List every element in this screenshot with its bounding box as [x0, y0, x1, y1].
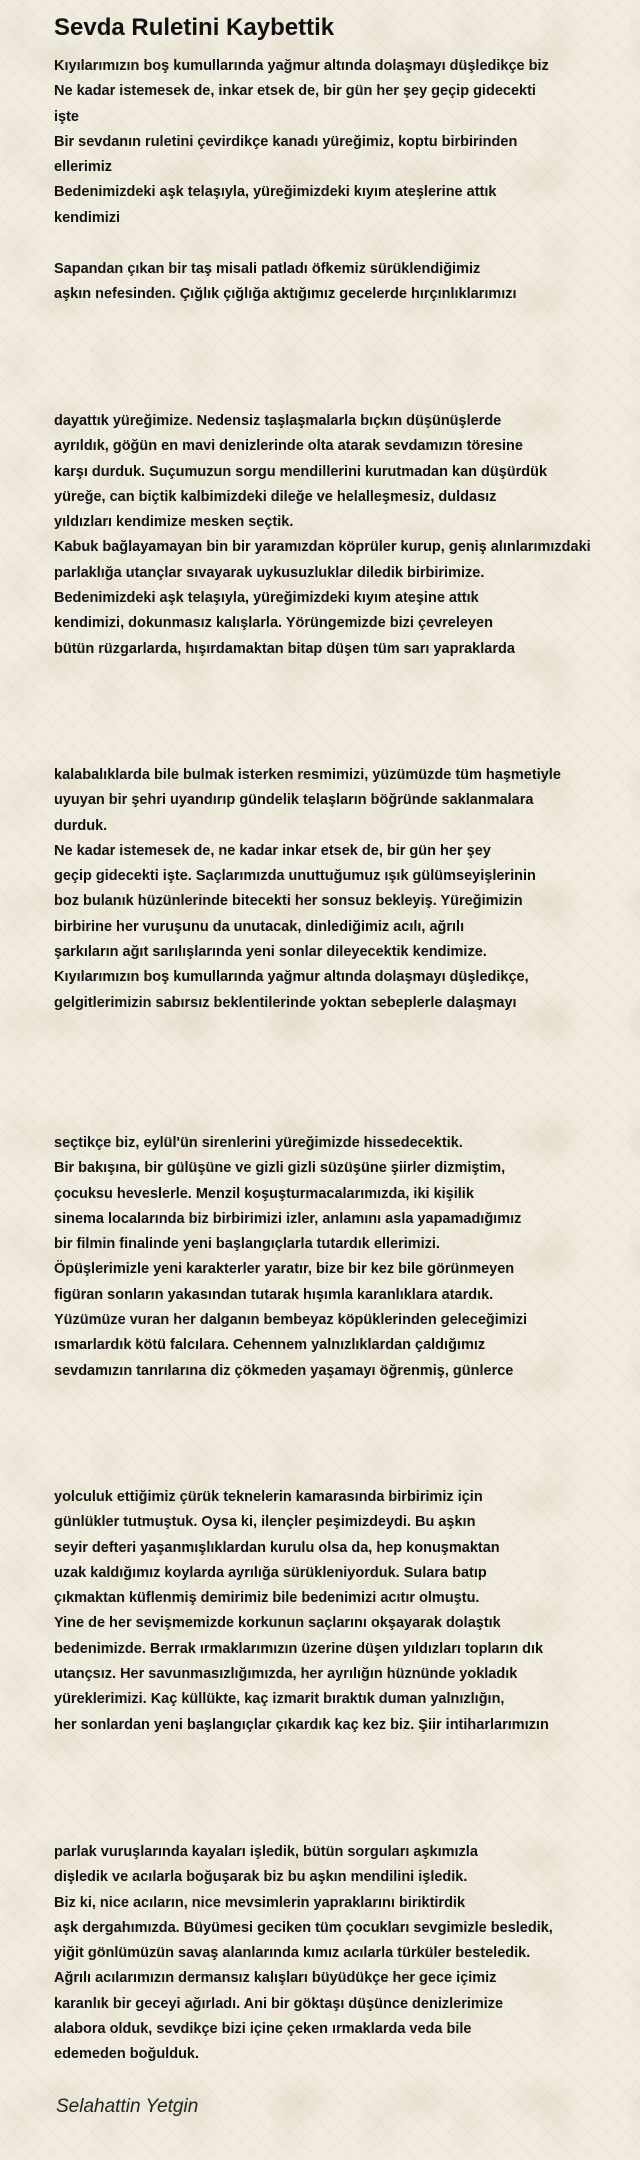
poem-line: karşı durduk. Suçumuzun sorgu mendillerini kurutmadan kan düşürdük: [54, 463, 548, 480]
poem-line: boz bulanık hüzünlerinde bitecekti her sonsuz bekleyiş. Yüreğimizin: [54, 893, 523, 910]
poem-line: edemeden boğulduk.: [54, 2046, 200, 2063]
poem-line: kendimizi, dokunmasız kalışlarla. Yörüngemizde bizi çevreleyen: [54, 615, 493, 632]
poem-line: aşkın nefesinden. Çığlık çığlığa aktığımız gecelerde hırçınlıklarımızı: [54, 286, 517, 303]
poem-line: alabora olduk, sevdikçe bizi içine çeken ırmaklarda veda bile: [54, 2021, 472, 2038]
poem-paragraph: [54, 1840, 553, 2068]
poem-line: Yine de her sevişmemizde korkunun saçlarını okşayarak dolaştık: [54, 1615, 501, 1632]
poem-line: seyir defteri yaşanmışlıklardan kurulu olsa da, hep konuşmaktan: [54, 1539, 500, 1556]
poem-line: Ne kadar istemesek de, ne kadar inkar etsek de, bir gün her şey: [54, 842, 491, 859]
poem-line: Ne kadar istemesek de, inkar etsek de, bir gün her şey geçip gidecekti: [54, 83, 536, 100]
poem-line: bütün rüzgarlarda, hışırdamaktan bitap düşen tüm sarı yapraklarda: [54, 640, 515, 657]
poem-line: kalabalıklarda bile bulmak isterken resmimizi, yüzümüzde tüm haşmetiyle: [54, 767, 561, 783]
poem-line: Bir bakışına, bir gülüşüne ve gizli gizli süzüşüne şiirler dizmiştim,: [54, 1160, 506, 1177]
poem-line: Biz ki, nice acıların, nice mevsimlerin yapraklarını biriktirdik: [54, 1894, 466, 1911]
poem-line: seçtikçe biz, eylül'ün sirenlerini yüreğimizde hissedecektik.: [54, 1135, 463, 1151]
poem-line: aşk dergahımızda. Büyümesi geciken tüm çocukları sevgimizle besledik,: [54, 1919, 553, 1936]
poem-line: Bedenimizdeki aşk telaşıyla, yüreğimizdeki kıyım ateşlerine attık: [54, 184, 497, 201]
poem-line: çocuksu heveslerle. Menzil koşuşturmacalarımızda, iki kişilik: [54, 1185, 474, 1202]
poem-line: bir filmin finalinde yeni başlangıçlarla tutardık ellerimizi.: [54, 1236, 440, 1253]
poem-line: birbirine her vuruşunu da unutacak, dinlediğimiz acılı, ağrılı: [54, 918, 465, 935]
poem-line: dayattık yüreğimize. Nedensiz taşlaşmalarla bıçkın düşünüşlerde: [54, 413, 502, 429]
poem-line: utançsız. Her savunmasızlığımızda, her ayrılığın hüznünde yokladık: [54, 1666, 518, 1683]
poem-line: yüreklerimizi. Kaç küllükte, kaç izmarit bıraktık duman yalnızlığın,: [54, 1691, 505, 1708]
poem-line: uzak kaldığımız koylarda ayrılığa sürükleniyorduk. Sulara batıp: [54, 1564, 487, 1581]
poem-line: sevdamızın tanrılarına diz çökmeden yaşamayı öğrenmiş, günlerce: [54, 1362, 514, 1379]
poem-line: Ağrılı acılarımızın dermansız kalışları büyüdükçe her gece içimiz: [54, 1970, 497, 1987]
poem-title: Sevda Ruletini Kaybettik: [54, 14, 335, 41]
poem-line: her sonlardan yeni başlangıçlar çıkardık kaç kez biz. Şiir intiharlarımızın: [54, 1716, 549, 1733]
poem-line: Kıyılarımızın boş kumullarında yağmur altında dolaşmayı düşledikçe biz: [54, 58, 549, 74]
poem-line: parlak vuruşlarında kayaları işledik, bütün sorguları aşkımızla: [54, 1844, 478, 1860]
poem-line: yıldızları kendimize mesken seçtik.: [54, 514, 294, 531]
poem-line: işte: [54, 108, 79, 125]
poem-line: Bir sevdanın ruletini çevirdikçe kanadı yüreğimiz, koptu birbirinden: [54, 133, 518, 150]
poem-line: kendimizi: [54, 209, 121, 226]
poem-paragraph: [54, 257, 517, 308]
poem-paragraph: [54, 763, 561, 1016]
poem-line: çıkmaktan küflenmiş demirimiz bile bedenimizi acıtır olmuştu.: [54, 1590, 480, 1607]
poem-line: Öpüşlerimizle yeni karakterler yaratır, bize bir kez bile görünmeyen: [54, 1261, 515, 1278]
poem-paragraph: [54, 54, 549, 231]
poem-paragraph: [54, 1131, 527, 1384]
poem-line: bedenimizde. Berrak ırmaklarımızın üzerine düşen yıldızları topların dık: [54, 1640, 544, 1657]
poem-line: dişledik ve acılarla boğuşarak biz bu aşkın mendilini işledik.: [54, 1869, 468, 1886]
poem-line: ellerimiz: [54, 159, 113, 176]
poem-line: gelgitlerimizin sabırsız beklentilerinde yoktan sebeplerle dalaşmayı: [54, 994, 517, 1011]
poem-line: uyuyan bir şehri uyandırıp gündelik telaşların böğründe saklanmalara: [54, 792, 534, 809]
poem-line: Kabuk bağlayamayan bin bir yaramızdan köprüler kurup, geniş alınlarımızdaki: [54, 539, 591, 556]
poem-line: Kıyılarımızın boş kumullarında yağmur altında dolaşmayı düşledikçe,: [54, 969, 529, 986]
poem-line: karanlık bir geceyi ağırladı. Ani bir göktaşı düşünce denizlerimize: [54, 1995, 504, 2012]
author-signature: Selahattin Yetgin: [56, 2096, 199, 2117]
poem-paragraph: [54, 409, 591, 662]
poem-line: ısmarlardık kötü falcılara. Cehennem yalnızlıklardan çaldığımız: [54, 1337, 486, 1354]
poem-line: yolculuk ettiğimiz çürük teknelerin kamarasında birbirimiz için: [54, 1489, 483, 1505]
poem-line: yiğit gönlümüzün savaş alanlarında kımız acılarla türküler besteledik.: [54, 1945, 531, 1962]
poem-line: figüran sonların yakasından tutarak hışımla karanlıklara atardık.: [54, 1286, 494, 1303]
poem-line: sinema localarında biz birbirimizi izler, anlamını asla yapamadığımız: [54, 1210, 522, 1227]
poem-line: günlükler tutmuştuk. Oysa ki, ilençler peşimizdeydi. Bu aşkın: [54, 1514, 476, 1531]
poem-line: Bedenimizdeki aşk telaşıyla, yüreğimizdeki kıyım ateşine attık: [54, 590, 479, 607]
poem-line: durduk.: [54, 817, 108, 834]
poem-line: şarkıların ağıt sarılışlarında yeni sonlar dileyecektik kendimize.: [54, 944, 487, 961]
poem-line: yüreğe, can biçtik kalbimizdeki dileğe ve helalleşmesiz, duldasız: [54, 488, 497, 505]
poem-paragraph: [54, 1485, 549, 1738]
poem-line: Yüzümüze vuran her dalganın bembeyaz köpüklerinden geleceğimizi: [54, 1312, 527, 1329]
poem-line: Sapandan çıkan bir taş misali patladı öfkemiz sürüklendiğimiz: [54, 261, 481, 277]
poem-line: parlaklığa utançlar sıvayarak uykusuzluklar diledik birbirimize.: [54, 564, 485, 581]
poem-line: ayrıldık, göğün en mavi denizlerinde olta atarak sevdamızın töresine: [54, 438, 523, 455]
poem-line: geçip gidecekti işte. Saçlarımızda unuttuğumuz ışık gülümseyişlerinin: [54, 868, 536, 885]
